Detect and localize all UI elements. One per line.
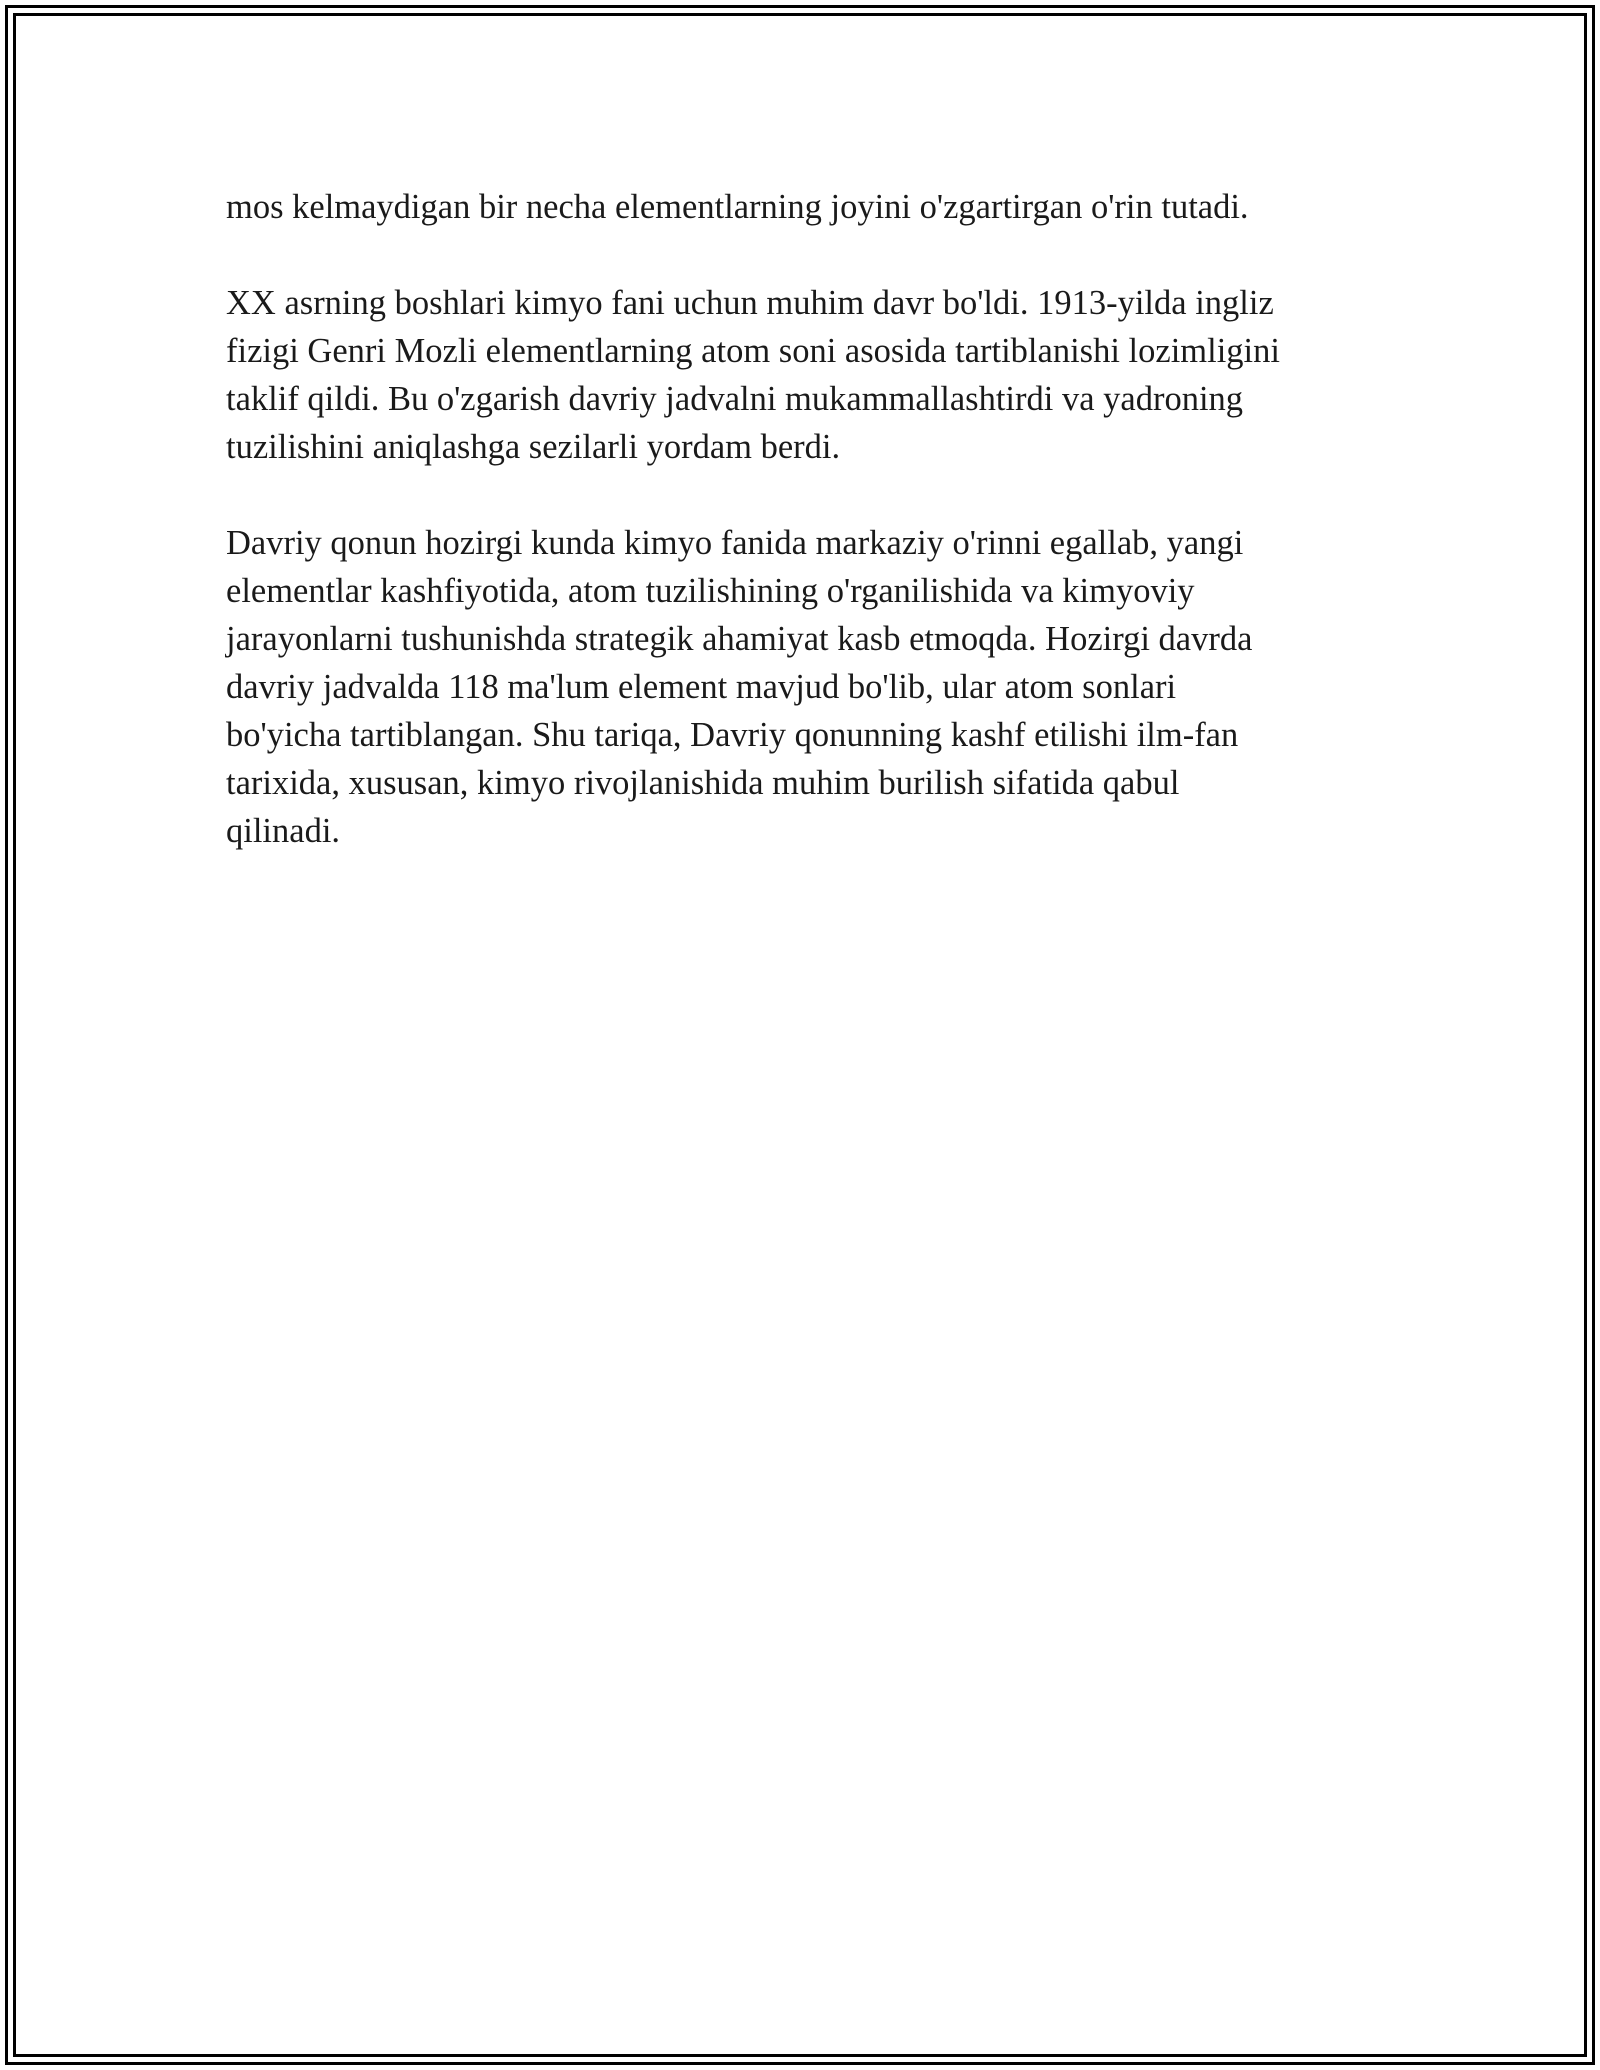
document-body <box>226 183 1386 903</box>
paragraph-1: mos kelmaydigan bir necha elementlarning joyini o'zgartirgan o'rin tutadi. <box>226 188 1249 226</box>
paragraph-2: XX asrning boshlari kimyo fani uchun muhim davr bo'ldi. 1913-yilda ingliz fizigi Genri Mozli elementlarning atom soni asosida tartiblanishi lozimligini taklif qildi. Bu o'zgarish davriy jadvalni mukammallashtirdi va yadroning tuzilishini aniqlashga sezilarli yordam berdi. <box>226 284 1280 466</box>
paragraph-3: Davriy qonun hozirgi kunda kimyo fanida markaziy o'rinni egallab, yangi elementlar kashfiyotida, atom tuzilishining o'rganilishida va kimyoviy jarayonlarni tushunishda strategik ahamiyat kasb etmoqda. Hozirgi davrda davriy jadvalda 118 ma'lum element mavjud bo'lib, ular atom sonlari bo'yicha tartiblangan. Shu tariqa, Davriy qonunning kashf etilishi ilm-fan tarixida, xususan, kimyo rivojlanishida muhim burilish sifatida qabul qilinadi. <box>226 524 1253 850</box>
